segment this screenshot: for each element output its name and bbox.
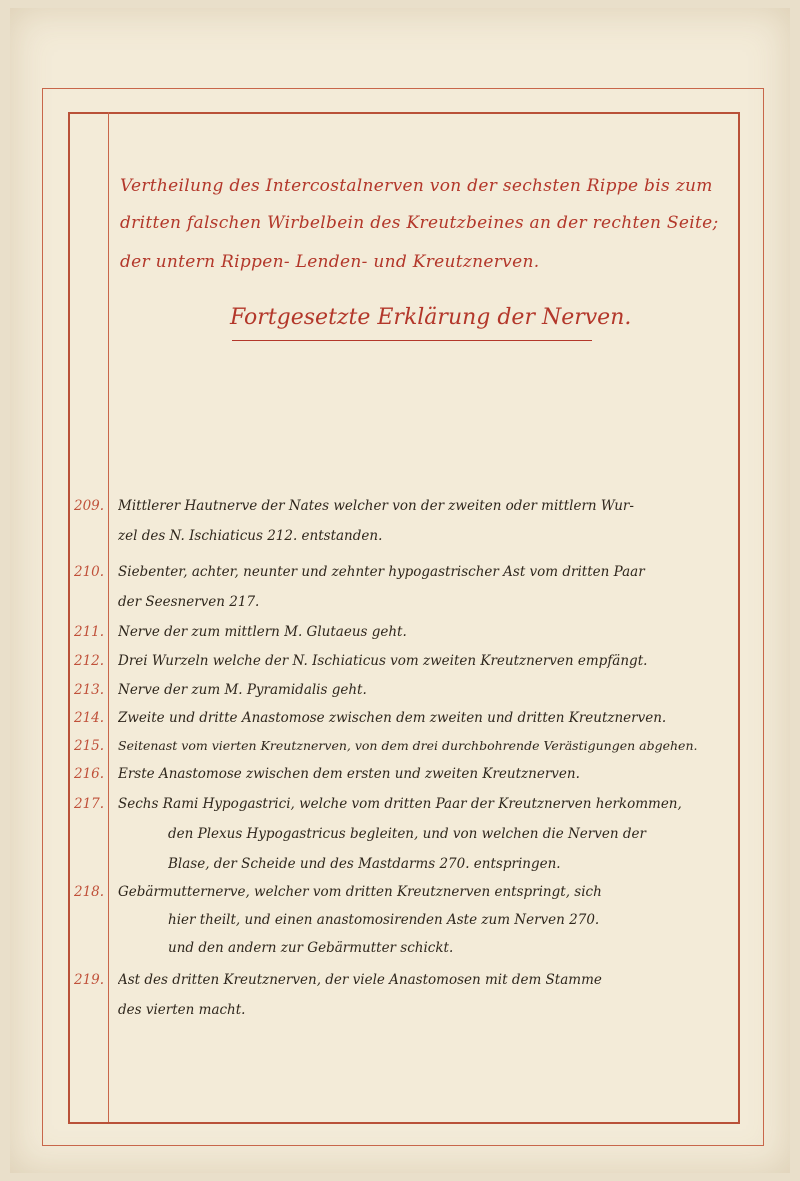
- entry-line: Mittlerer Hautnerve der Nates welcher von der zweiten oder mittlern Wur-: [118, 498, 634, 514]
- entry-number: 214.: [74, 710, 105, 726]
- entry-line: des vierten macht.: [118, 1002, 246, 1018]
- entry-number: 217.: [74, 796, 105, 812]
- entry-number: 215.: [74, 738, 105, 754]
- entry-line: zel des N. Ischiaticus 212. entstanden.: [118, 528, 383, 544]
- subtitle: Fortgesetzte Erklärung der Nerven.: [230, 305, 632, 330]
- entry-line: Nerve der zum mittlern M. Glutaeus geht.: [118, 624, 407, 640]
- entry-number: 210.: [74, 564, 105, 580]
- entry-line: Drei Wurzeln welche der N. Ischiaticus vom zweiten Kreutznerven empfängt.: [118, 653, 648, 669]
- entry-number: 212.: [74, 653, 105, 669]
- entry-line: der Seesnerven 217.: [118, 594, 260, 610]
- entry-line: Sechs Rami Hypogastrici, welche vom dritten Paar der Kreutznerven herkommen,: [118, 796, 682, 812]
- entry-line: den Plexus Hypogastricus begleiten, und von welchen die Nerven der: [168, 826, 646, 842]
- title-line-1: Vertheilung des Intercostalnerven von der sechsten Rippe bis zum: [120, 176, 713, 196]
- title-line-3: der untern Rippen- Lenden- und Kreutznerven.: [120, 252, 540, 272]
- entry-number: 209.: [74, 498, 105, 514]
- subtitle-underline: [232, 340, 592, 341]
- entry-line: Erste Anastomose zwischen dem ersten und zweiten Kreutznerven.: [118, 766, 580, 782]
- title-line-2: dritten falschen Wirbelbein des Kreutzbeines an der rechten Seite;: [120, 213, 719, 233]
- entry-line: Siebenter, achter, neunter und zehnter hypogastrischer Ast vom dritten Paar: [118, 564, 645, 580]
- entry-line: und den andern zur Gebärmutter schickt.: [168, 940, 454, 956]
- entry-number: 213.: [74, 682, 105, 698]
- entry-line: Nerve der zum M. Pyramidalis geht.: [118, 682, 367, 698]
- entry-line: Gebärmutternerve, welcher vom dritten Kreutznerven entspringt, sich: [118, 884, 602, 900]
- entry-line: hier theilt, und einen anastomosirenden Aste zum Nerven 270.: [168, 912, 600, 928]
- entry-number: 211.: [74, 624, 105, 640]
- entry-line: Zweite und dritte Anastomose zwischen dem zweiten und dritten Kreutznerven.: [118, 710, 667, 726]
- entry-number: 216.: [74, 766, 105, 782]
- entry-line: Ast des dritten Kreutznerven, der viele Anastomosen mit dem Stamme: [118, 972, 602, 988]
- margin-rule: [108, 112, 109, 1122]
- entry-line: Seitenast vom vierten Kreutznerven, von dem drei durchbohrende Verästigungen abgehen.: [118, 738, 698, 753]
- entry-line: Blase, der Scheide und des Mastdarms 270. entspringen.: [168, 856, 561, 872]
- entry-number: 218.: [74, 884, 105, 900]
- entry-number: 219.: [74, 972, 105, 988]
